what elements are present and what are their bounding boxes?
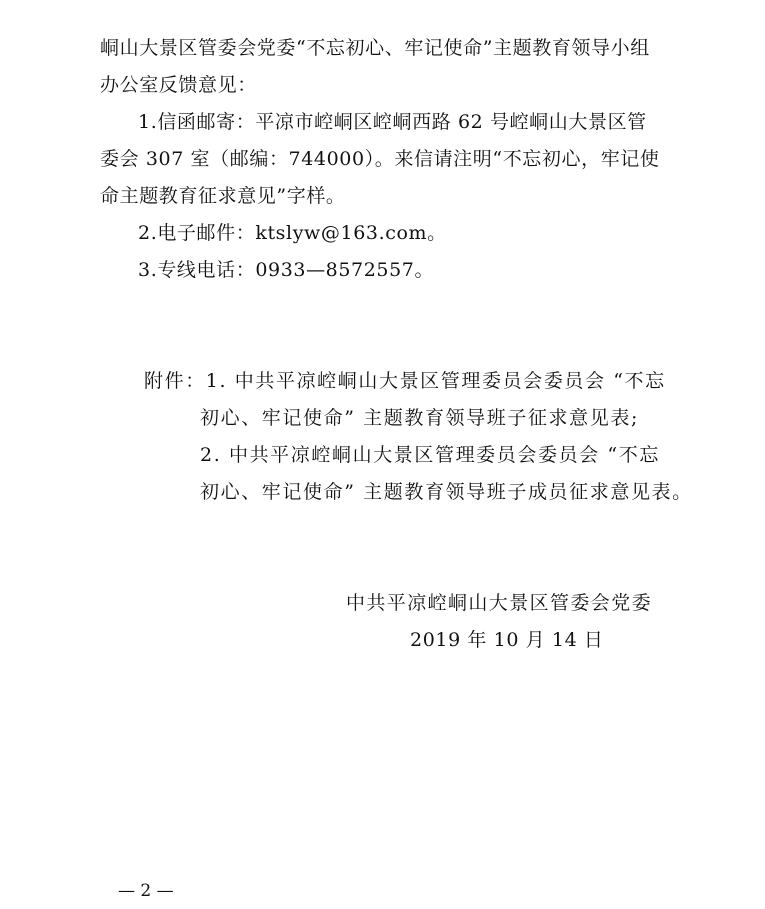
item3-line: 3.专线电话：0933—8572557。 <box>138 259 435 281</box>
signature-date: 2019 年 10 月 14 日 <box>410 629 604 651</box>
item1-line3: 命主题教育征求意见”字样。 <box>100 185 346 207</box>
attachment2-line2: 初心、牢记使命” 主题教育领导班子成员征求意见表。 <box>200 481 693 503</box>
paragraph1-line1: 峒山大景区管委会党委“不忘初心、牢记使命”主题教育领导小组 <box>100 37 650 59</box>
attachment2-line1: 2. 中共平凉崆峒山大景区管理委员会委员会 “不忘 <box>200 444 660 466</box>
attachment1-line2: 初心、牢记使命” 主题教育领导班子征求意见表; <box>200 407 639 429</box>
attachment1-line1: 附件：1. 中共平凉崆峒山大景区管理委员会委员会 “不忘 <box>144 370 666 392</box>
page-number: — 2 — <box>118 881 174 901</box>
signature-org: 中共平凉崆峒山大景区管委会党委 <box>346 592 653 614</box>
item1-line1: 1.信函邮寄：平凉市崆峒区崆峒西路 62 号崆峒山大景区管 <box>138 111 647 133</box>
paragraph1-line2: 办公室反馈意见： <box>100 74 257 96</box>
item2-line: 2.电子邮件：ktslyw@163.com。 <box>138 222 447 244</box>
item1-line2: 委会 307 室（邮编：744000）。来信请注明“不忘初心，牢记使 <box>100 148 660 170</box>
